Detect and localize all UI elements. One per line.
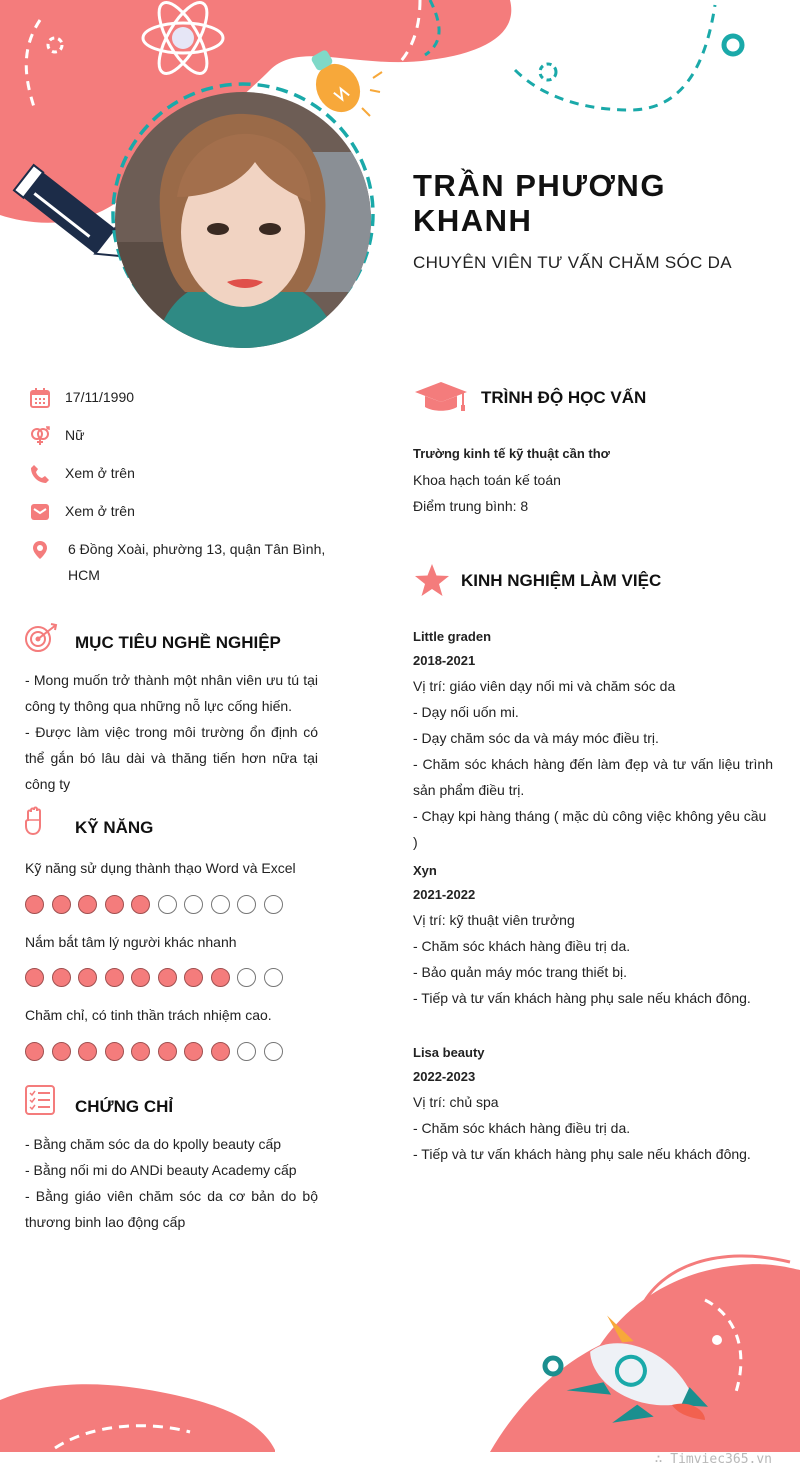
job-task: - Dạy chăm sóc da và máy móc điều trị. (413, 730, 659, 746)
avatar (115, 92, 371, 348)
rating-dot-empty (264, 1042, 283, 1061)
career-goal-line: - Được làm việc trong môi trường ổn định có thể gắn bó lâu dài và thăng tiến hơn nữa tại công ty (25, 724, 318, 792)
rating-dot-filled (25, 895, 44, 914)
company-name: Little graden (413, 629, 492, 644)
skill-rating (25, 1042, 283, 1061)
certificates-title: CHỨNG CHỈ (75, 1097, 174, 1116)
job-position: Vị trí: kỹ thuật viên trưởng (413, 912, 575, 928)
gender-value: Nữ (65, 427, 85, 443)
rating-dot-filled (105, 1042, 124, 1061)
job-task: - Chăm sóc khách hàng điều trị da. (413, 1120, 631, 1136)
phone-icon (30, 464, 50, 484)
job-period: 2021-2022 (413, 887, 476, 902)
career-goal-text (25, 667, 318, 797)
job-task: - Tiếp và tư vấn khách hàng phụ sale nếu khách đông. (413, 1146, 751, 1162)
job-task: - Chạy kpi hàng tháng ( mặc dù công việc không yêu cầu ) (413, 808, 767, 850)
skill-rating (25, 968, 283, 987)
rating-dot-filled (52, 895, 71, 914)
email-value: Xem ở trên (65, 503, 135, 519)
calendar-icon (30, 388, 50, 408)
birthday-value: 17/11/1990 (65, 389, 135, 405)
rating-dot-filled (78, 895, 97, 914)
rating-dot-filled (105, 895, 124, 914)
education-details (413, 441, 783, 519)
job-entry (413, 859, 773, 1011)
rating-dot-filled (184, 1042, 203, 1061)
target-icon (24, 622, 60, 654)
rating-dot-empty (184, 895, 203, 914)
watermark: ∴ Timviec365.vn (654, 1452, 772, 1467)
job-position: Vị trí: giáo viên dạy nối mi và chăm sóc da (413, 678, 676, 694)
skill-rating (25, 895, 283, 914)
rating-dot-filled (131, 1042, 150, 1061)
skill-name: Chăm chỉ, có tinh thần trách nhiệm cao. (25, 1007, 272, 1023)
rating-dot-filled (25, 968, 44, 987)
phone-value: Xem ở trên (65, 465, 135, 481)
job-task: - Bảo quản máy móc trang thiết bị. (413, 964, 627, 980)
rating-dot-empty (264, 968, 283, 987)
job-task: - Chăm sóc khách hàng điều trị da. (413, 938, 631, 954)
job-entry (413, 1041, 773, 1167)
experience-title: KINH NGHIỆM LÀM VIỆC (461, 571, 662, 590)
gpa: Điểm trung bình: 8 (413, 498, 529, 514)
rating-dot-filled (78, 1042, 97, 1061)
job-task: - Chăm sóc khách hàng đến làm đẹp và tư vấn liệu trình sản phẩm điều trị. (413, 756, 773, 798)
portrait-illustration (115, 92, 371, 348)
rating-dot-filled (52, 968, 71, 987)
rating-dot-filled (105, 968, 124, 987)
rating-dot-empty (237, 1042, 256, 1061)
checklist-icon (24, 1084, 56, 1116)
company-name: Xyn (413, 863, 437, 878)
rating-dot-filled (131, 968, 150, 987)
graduation-cap-icon (413, 380, 469, 414)
rating-dot-filled (25, 1042, 44, 1061)
skill-name: Kỹ năng sử dụng thành thạo Word và Excel (25, 860, 296, 876)
company-name: Lisa beauty (413, 1045, 485, 1060)
job-period: 2018-2021 (413, 653, 476, 668)
rating-dot-filled (184, 968, 203, 987)
skills-title: KỸ NĂNG (75, 818, 154, 837)
job-task: - Dạy nối uốn mi. (413, 704, 519, 720)
education-title: TRÌNH ĐỘ HỌC VẤN (481, 388, 647, 407)
location-pin-icon (30, 540, 50, 560)
rating-dot-filled (158, 1042, 177, 1061)
job-entry (413, 625, 773, 855)
rating-dot-empty (211, 895, 230, 914)
certificates-list (25, 1131, 318, 1235)
certificate-item: - Bằng nối mi do ANDi beauty Academy cấp (25, 1162, 297, 1178)
rating-dot-empty (237, 968, 256, 987)
career-goal-title: MỤC TIÊU NGHỀ NGHIỆP (75, 633, 281, 652)
career-goal-line: - Mong muốn trở thành một nhân viên ưu tú tại công ty thông qua những nỗ lực cống hiến. (25, 672, 318, 714)
school-name: Trường kinh tế kỹ thuật cần thơ (413, 446, 610, 461)
skill-name: Nắm bắt tâm lý người khác nhanh (25, 934, 237, 950)
rating-dot-filled (78, 968, 97, 987)
certificate-item: - Bằng chăm sóc da do kpolly beauty cấp (25, 1136, 282, 1152)
job-period: 2022-2023 (413, 1069, 476, 1084)
gender-icon (30, 426, 50, 446)
rating-dot-filled (131, 895, 150, 914)
job-task: - Tiếp và tư vấn khách hàng phụ sale nếu khách đông. (413, 990, 751, 1006)
email-icon (30, 502, 50, 522)
certificate-item: - Bằng giáo viên chăm sóc da cơ bản do bộ thương binh lao động cấp (25, 1188, 318, 1230)
rating-dot-empty (158, 895, 177, 914)
star-icon (414, 563, 450, 597)
rating-dot-filled (211, 968, 230, 987)
job-position: Vị trí: chủ spa (413, 1094, 499, 1110)
candidate-name: TRẦN PHƯƠNG KHANH (413, 168, 666, 238)
watermark-text: Timviec365.vn (670, 1452, 772, 1467)
job-title: CHUYÊN VIÊN TƯ VẤN CHĂM SÓC DA (413, 253, 732, 272)
rating-dot-empty (237, 895, 256, 914)
rating-dot-filled (211, 1042, 230, 1061)
rating-dot-filled (158, 968, 177, 987)
rating-dot-filled (52, 1042, 71, 1061)
address-value: 6 Đồng Xoài, phường 13, quận Tân Bình, HCM (68, 541, 326, 583)
hand-icon (24, 806, 48, 838)
major: Khoa hạch toán kế toán (413, 472, 561, 488)
rating-dot-empty (264, 895, 283, 914)
